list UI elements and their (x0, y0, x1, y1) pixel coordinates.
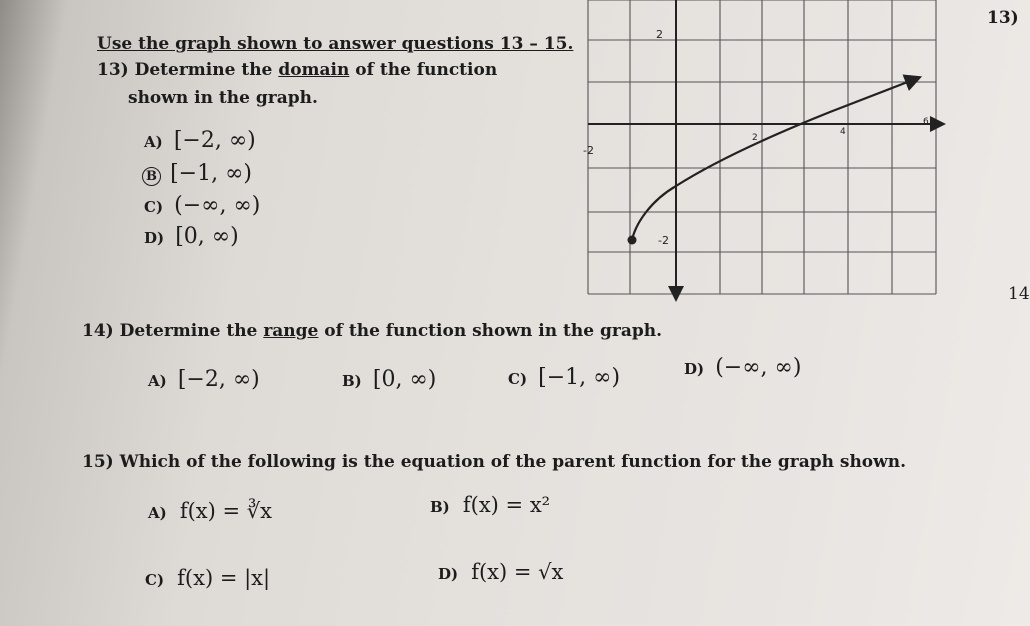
q14-option-a[interactable] (148, 367, 260, 392)
q13-option-d-label: D) (144, 229, 165, 247)
graph-grid (588, 0, 936, 294)
question-14-text-before: Determine the (119, 321, 258, 341)
question-13-keyword: domain (278, 60, 350, 80)
q15-option-b[interactable] (430, 493, 550, 517)
q13-option-c-value: (−∞, ∞) (174, 193, 261, 218)
question-13-prompt-line2: shown in the graph. (128, 88, 318, 108)
q15-option-d-value: f(x) = √x (471, 560, 564, 584)
q15-option-a-value: f(x) = ∛x (179, 499, 273, 523)
q15-option-d[interactable] (438, 560, 563, 584)
q14-option-a-label: A) (148, 372, 167, 390)
q14-option-d-value: (−∞, ∞) (715, 355, 802, 380)
q14-option-d-label: D) (684, 360, 705, 378)
question-15-text: Which of the following is the equation of the parent function for the graph shown. (119, 452, 907, 472)
q15-option-a[interactable] (148, 499, 272, 523)
q13-option-d-value: [0, ∞) (175, 224, 239, 249)
q14-option-b-label: B) (342, 372, 362, 390)
q15-option-c[interactable] (145, 566, 270, 590)
question-15-number: 15) (82, 452, 114, 472)
q15-option-d-label: D) (438, 565, 459, 583)
question-13-prompt (97, 60, 497, 80)
q13-option-a-value: [−2, ∞) (173, 128, 256, 153)
function-curve (632, 78, 918, 240)
tick-label-x-2: 2 (752, 133, 758, 143)
q15-option-c-value: f(x) = |x| (177, 566, 271, 590)
question-14-prompt (82, 321, 662, 341)
question-14-text-after: of the function shown in the graph. (324, 321, 662, 341)
q14-option-a-value: [−2, ∞) (177, 367, 260, 392)
tick-label-y-neg2: -2 (658, 234, 669, 247)
q13-option-d[interactable] (144, 224, 239, 249)
q13-option-c-label: C) (144, 198, 164, 216)
tick-label-x-4: 4 (840, 127, 846, 137)
q13-option-a-label: A) (144, 133, 163, 151)
q14-option-d[interactable] (684, 355, 801, 380)
q13-option-b[interactable] (142, 161, 252, 186)
q13-option-a[interactable] (144, 128, 256, 153)
question-13-number: 13) (97, 60, 129, 80)
instructions-text: Use the graph shown to answer questions 13 – 15. (97, 34, 574, 54)
q15-option-a-label: A) (148, 504, 167, 522)
q14-option-b[interactable] (342, 367, 436, 392)
q13-option-b-value: [−1, ∞) (170, 161, 253, 186)
tick-label-x-6: 6 (923, 117, 929, 127)
q14-option-c-label: C) (508, 370, 528, 388)
q14-option-c[interactable] (508, 365, 620, 390)
margin-number-13: 13) (987, 8, 1019, 28)
curve-start-point (628, 236, 637, 245)
q13-option-b-circled-label: B (142, 167, 161, 186)
question-15-prompt (82, 452, 906, 472)
q14-option-b-value: [0, ∞) (372, 367, 437, 392)
question-14-number: 14) (82, 321, 114, 341)
q13-option-c[interactable] (144, 193, 260, 218)
margin-number-14: 14 (1008, 284, 1030, 304)
question-13-text-after: of the function (355, 60, 498, 80)
function-graph (570, 0, 970, 320)
tick-label-x-neg2: -2 (583, 144, 594, 157)
q15-option-c-label: C) (145, 571, 165, 589)
question-13-text-before: Determine the (134, 60, 273, 80)
q14-option-c-value: [−1, ∞) (538, 365, 621, 390)
question-14-keyword: range (263, 321, 319, 341)
q15-option-b-value: f(x) = x² (462, 493, 551, 517)
tick-label-y-2: 2 (656, 28, 663, 41)
q15-option-b-label: B) (430, 498, 450, 516)
